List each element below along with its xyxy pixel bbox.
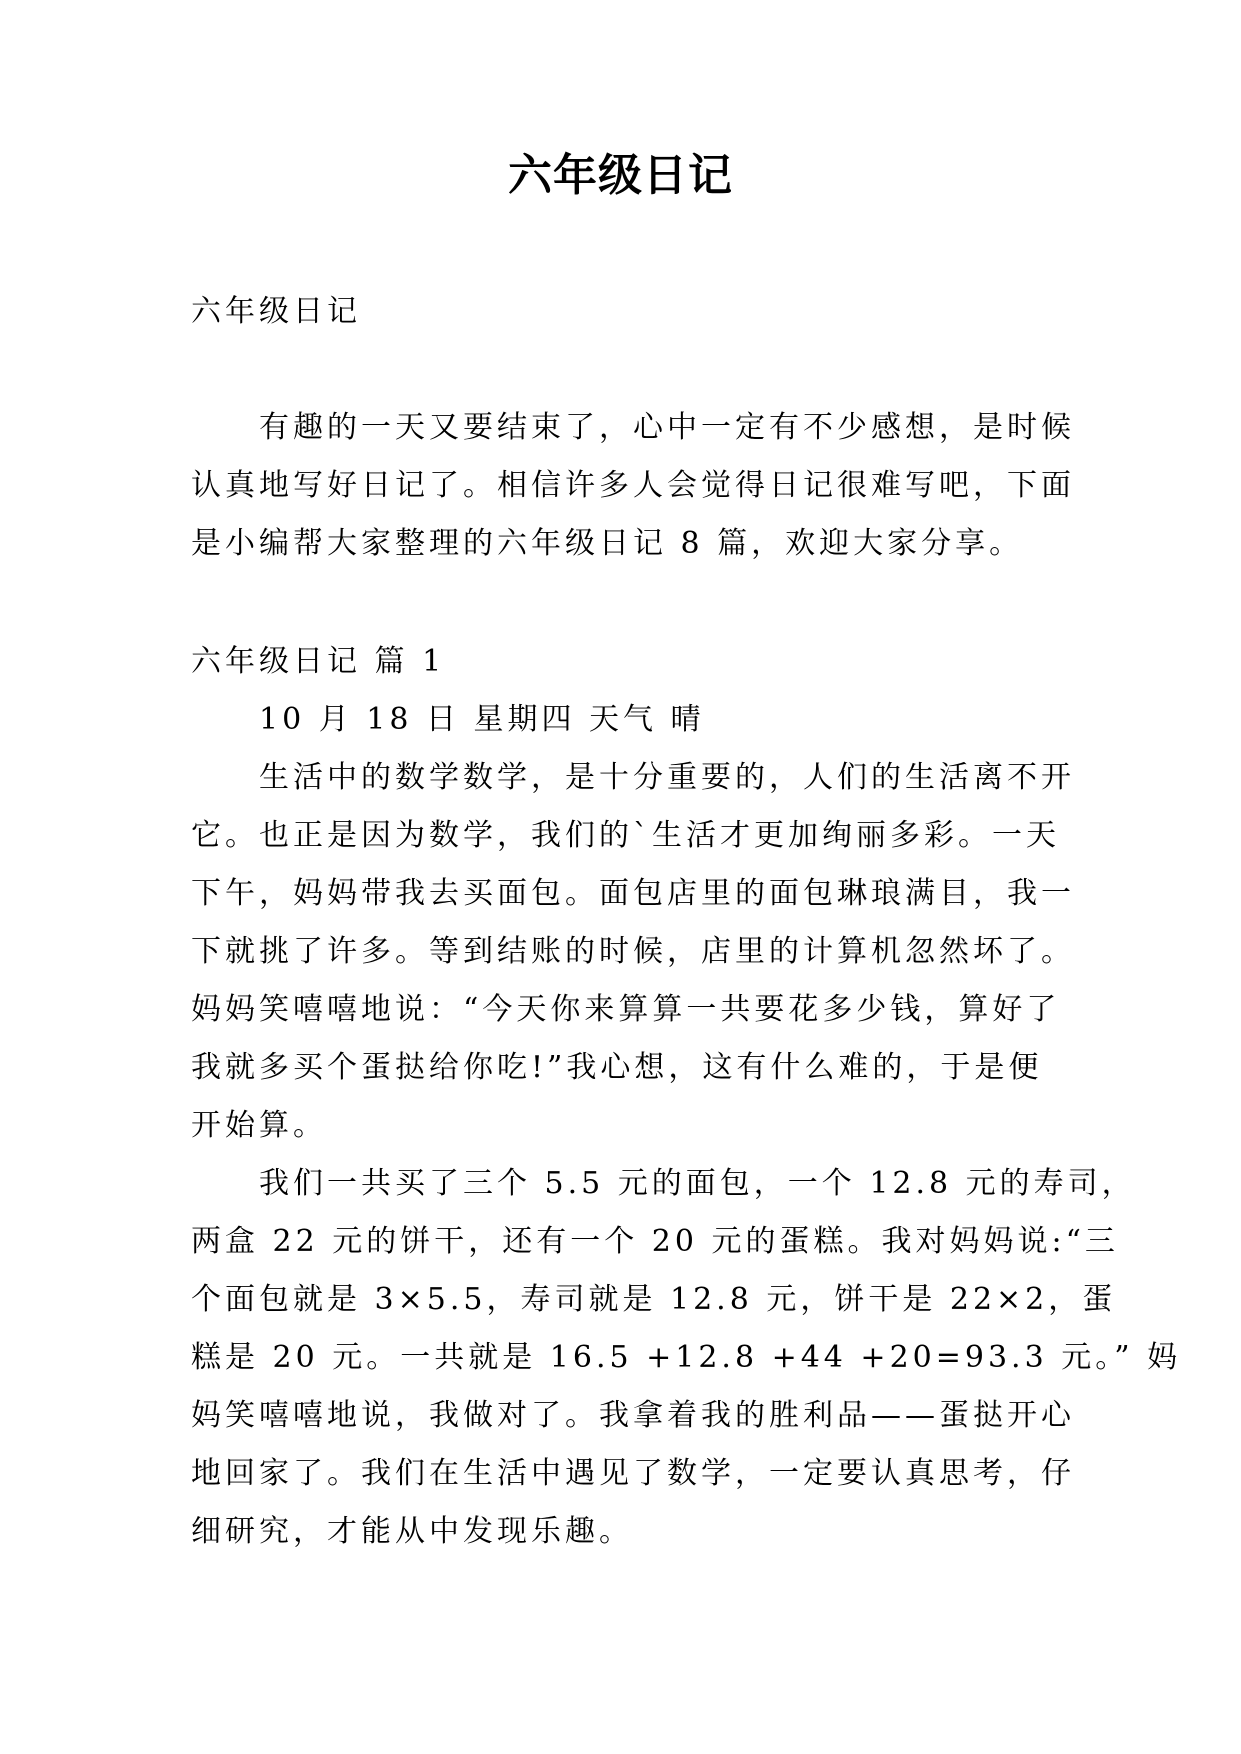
paragraph2-line: 细研究，才能从中发现乐趣。: [191, 1514, 633, 1549]
paragraph2-line: 两盒 22 元的饼干，还有一个 20 元的蛋糕。我对妈妈说:“三: [191, 1224, 1119, 1259]
document-title: 六年级日记: [508, 150, 733, 201]
date-line: 10 月 18 日 星期四 天气 晴: [259, 702, 705, 737]
paragraph2-line: 妈笑嘻嘻地说，我做对了。我拿着我的胜利品——蛋挞开心: [191, 1398, 1075, 1433]
paragraph1-line: 它。也正是因为数学，我们的`生活才更加绚丽多彩。一天: [191, 818, 1060, 853]
intro-line: 有趣的一天又要结束了，心中一定有不少感想，是时候: [259, 410, 1075, 445]
paragraph2-line: 地回家了。我们在生活中遇见了数学，一定要认真思考，仔: [191, 1456, 1075, 1491]
paragraph1-line: 下就挑了许多。等到结账的时候，店里的计算机忽然坏了。: [191, 934, 1075, 969]
paragraph1-line: 生活中的数学数学，是十分重要的，人们的生活离不开: [259, 760, 1075, 795]
intro-line: 认真地写好日记了。相信许多人会觉得日记很难写吧，下面: [191, 468, 1075, 503]
section-heading: 六年级日记 篇 1: [191, 644, 446, 679]
paragraph1-line: 下午，妈妈带我去买面包。面包店里的面包琳琅满目，我一: [191, 876, 1075, 911]
paragraph2-line: 糕是 20 元。一共就是 16.5 +12.8 +44 +20=93.3 元。” 妈: [191, 1340, 1182, 1375]
paragraph1-line: 我就多买个蛋挞给你吃!”我心想，这有什么难的，于是便: [191, 1050, 1043, 1085]
paragraph1-line: 开始算。: [191, 1108, 327, 1143]
document-subtitle: 六年级日记: [191, 294, 361, 329]
paragraph2-line: 我们一共买了三个 5.5 元的面包，一个 12.8 元的寿司，: [259, 1166, 1136, 1201]
intro-line: 是小编帮大家整理的六年级日记 8 篇，欢迎大家分享。: [191, 526, 1024, 561]
paragraph2-line: 个面包就是 3×5.5，寿司就是 12.8 元，饼干是 22×2，蛋: [191, 1282, 1117, 1317]
paragraph1-line: 妈妈笑嘻嘻地说：“今天你来算算一共要花多少钱，算好了: [191, 992, 1061, 1027]
